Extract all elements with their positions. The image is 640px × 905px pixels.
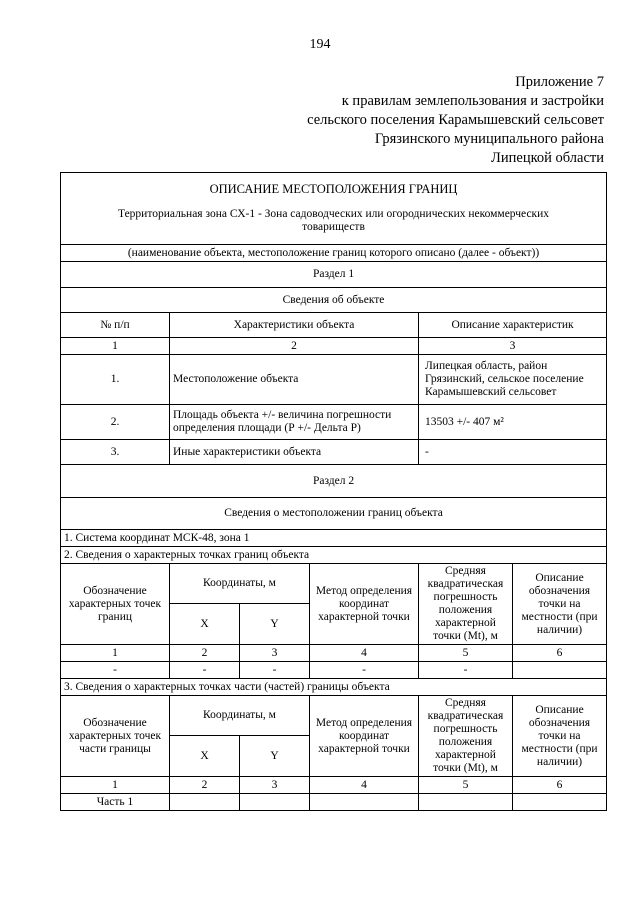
row-value: 13503 +/- 407 м²: [419, 405, 607, 440]
table-row: [61, 662, 607, 679]
parts-heading: 3. Сведения о характерных точках части (частей) границы объекта: [61, 679, 607, 696]
table-row: [61, 405, 607, 440]
table-cell: -: [310, 662, 419, 679]
table-row: [61, 440, 607, 465]
col-header-number: № п/п: [61, 313, 170, 338]
col-header-x: X: [170, 604, 240, 645]
section1-subtitle: Сведения об объекте: [61, 288, 607, 313]
col-header-point-description: Описание обозначения точки на местности (при наличии): [513, 564, 607, 645]
appendix-line: Липецкой области: [491, 150, 604, 166]
table-cell: [240, 794, 310, 811]
col-number: 5: [419, 645, 513, 662]
row-number: 2.: [61, 405, 170, 440]
col-header-description: Описание характеристик: [419, 313, 607, 338]
col-header-point-description: Описание обозначения точки на местности (при наличии): [513, 696, 607, 777]
table-row: [61, 355, 607, 405]
col-number: 5: [419, 777, 513, 794]
table-cell: -: [419, 662, 513, 679]
col-header-y: Y: [240, 736, 310, 777]
appendix-line: сельского поселения Карамышевский сельсовет: [307, 112, 604, 128]
part-label: Часть 1: [61, 794, 170, 811]
appendix-line: к правилам землепользования и застройки: [341, 93, 604, 109]
object-caption: (наименование объекта, местоположение границ которого описано (далее - объект)): [61, 245, 607, 262]
col-header-mt: Средняя квадратическая погрешность положения характерной точки (Mt), м: [419, 564, 513, 645]
col-header-coordinates: Координаты, м: [170, 564, 310, 604]
row-name: Площадь объекта +/- величина погрешности определения площади (Р +/- Дельта Р): [170, 405, 419, 440]
col-header-coordinates: Координаты, м: [170, 696, 310, 736]
appendix-line: Грязинского муниципального района: [374, 131, 604, 147]
table-cell: [513, 662, 607, 679]
row-value: Липецкая область, район Грязинский, сельское поселение Карамышевский сельсовет: [419, 355, 607, 405]
col-number: 2: [170, 338, 419, 355]
col-number: 6: [513, 777, 607, 794]
table-cell: -: [170, 662, 240, 679]
row-number: 1.: [61, 355, 170, 405]
row-value: -: [419, 440, 607, 465]
col-header-method: Метод определения координат характерной точки: [310, 696, 419, 777]
col-number: 1: [61, 338, 170, 355]
col-number: 2: [170, 777, 240, 794]
col-number: 4: [310, 645, 419, 662]
col-header-characteristics: Характеристики объекта: [170, 313, 419, 338]
table-row: [61, 794, 607, 811]
col-header-designation: Обозначение характерных точек границ: [61, 564, 170, 645]
section2-title: Раздел 2: [61, 465, 607, 498]
table-cell: -: [240, 662, 310, 679]
table-cell: [419, 794, 513, 811]
col-header-mt: Средняя квадратическая погрешность положения характерной точки (Mt), м: [419, 696, 513, 777]
boundary-description-table: [60, 172, 607, 811]
table-cell: [310, 794, 419, 811]
row-name: Местоположение объекта: [170, 355, 419, 405]
document-header: [61, 173, 607, 245]
appendix-block: [307, 73, 604, 168]
col-number: 2: [170, 645, 240, 662]
table-cell: -: [61, 662, 170, 679]
col-number: 3: [419, 338, 607, 355]
col-header-method: Метод определения координат характерной точки: [310, 564, 419, 645]
page-number: 194: [309, 37, 331, 52]
col-number: 1: [61, 777, 170, 794]
section1-title: Раздел 1: [61, 262, 607, 288]
zone-name: Территориальная зона СХ-1 - Зона садоводческих или огороднических некоммерческих товариществ: [117, 208, 550, 233]
col-number: 4: [310, 777, 419, 794]
col-number: 3: [240, 645, 310, 662]
col-header-designation: Обозначение характерных точек части границы: [61, 696, 170, 777]
col-number: 1: [61, 645, 170, 662]
table-cell: [513, 794, 607, 811]
points-heading: 2. Сведения о характерных точках границ объекта: [61, 547, 607, 564]
table-cell: [170, 794, 240, 811]
row-name: Иные характеристики объекта: [170, 440, 419, 465]
col-header-y: Y: [240, 604, 310, 645]
col-number: 6: [513, 645, 607, 662]
appendix-line: Приложение 7: [515, 74, 604, 90]
col-number: 3: [240, 777, 310, 794]
row-number: 3.: [61, 440, 170, 465]
document-title: ОПИСАНИЕ МЕСТОПОЛОЖЕНИЯ ГРАНИЦ: [209, 182, 458, 196]
coordinate-system: 1. Система координат МСК-48, зона 1: [61, 530, 607, 547]
col-header-x: X: [170, 736, 240, 777]
section2-subtitle: Сведения о местоположении границ объекта: [61, 498, 607, 530]
